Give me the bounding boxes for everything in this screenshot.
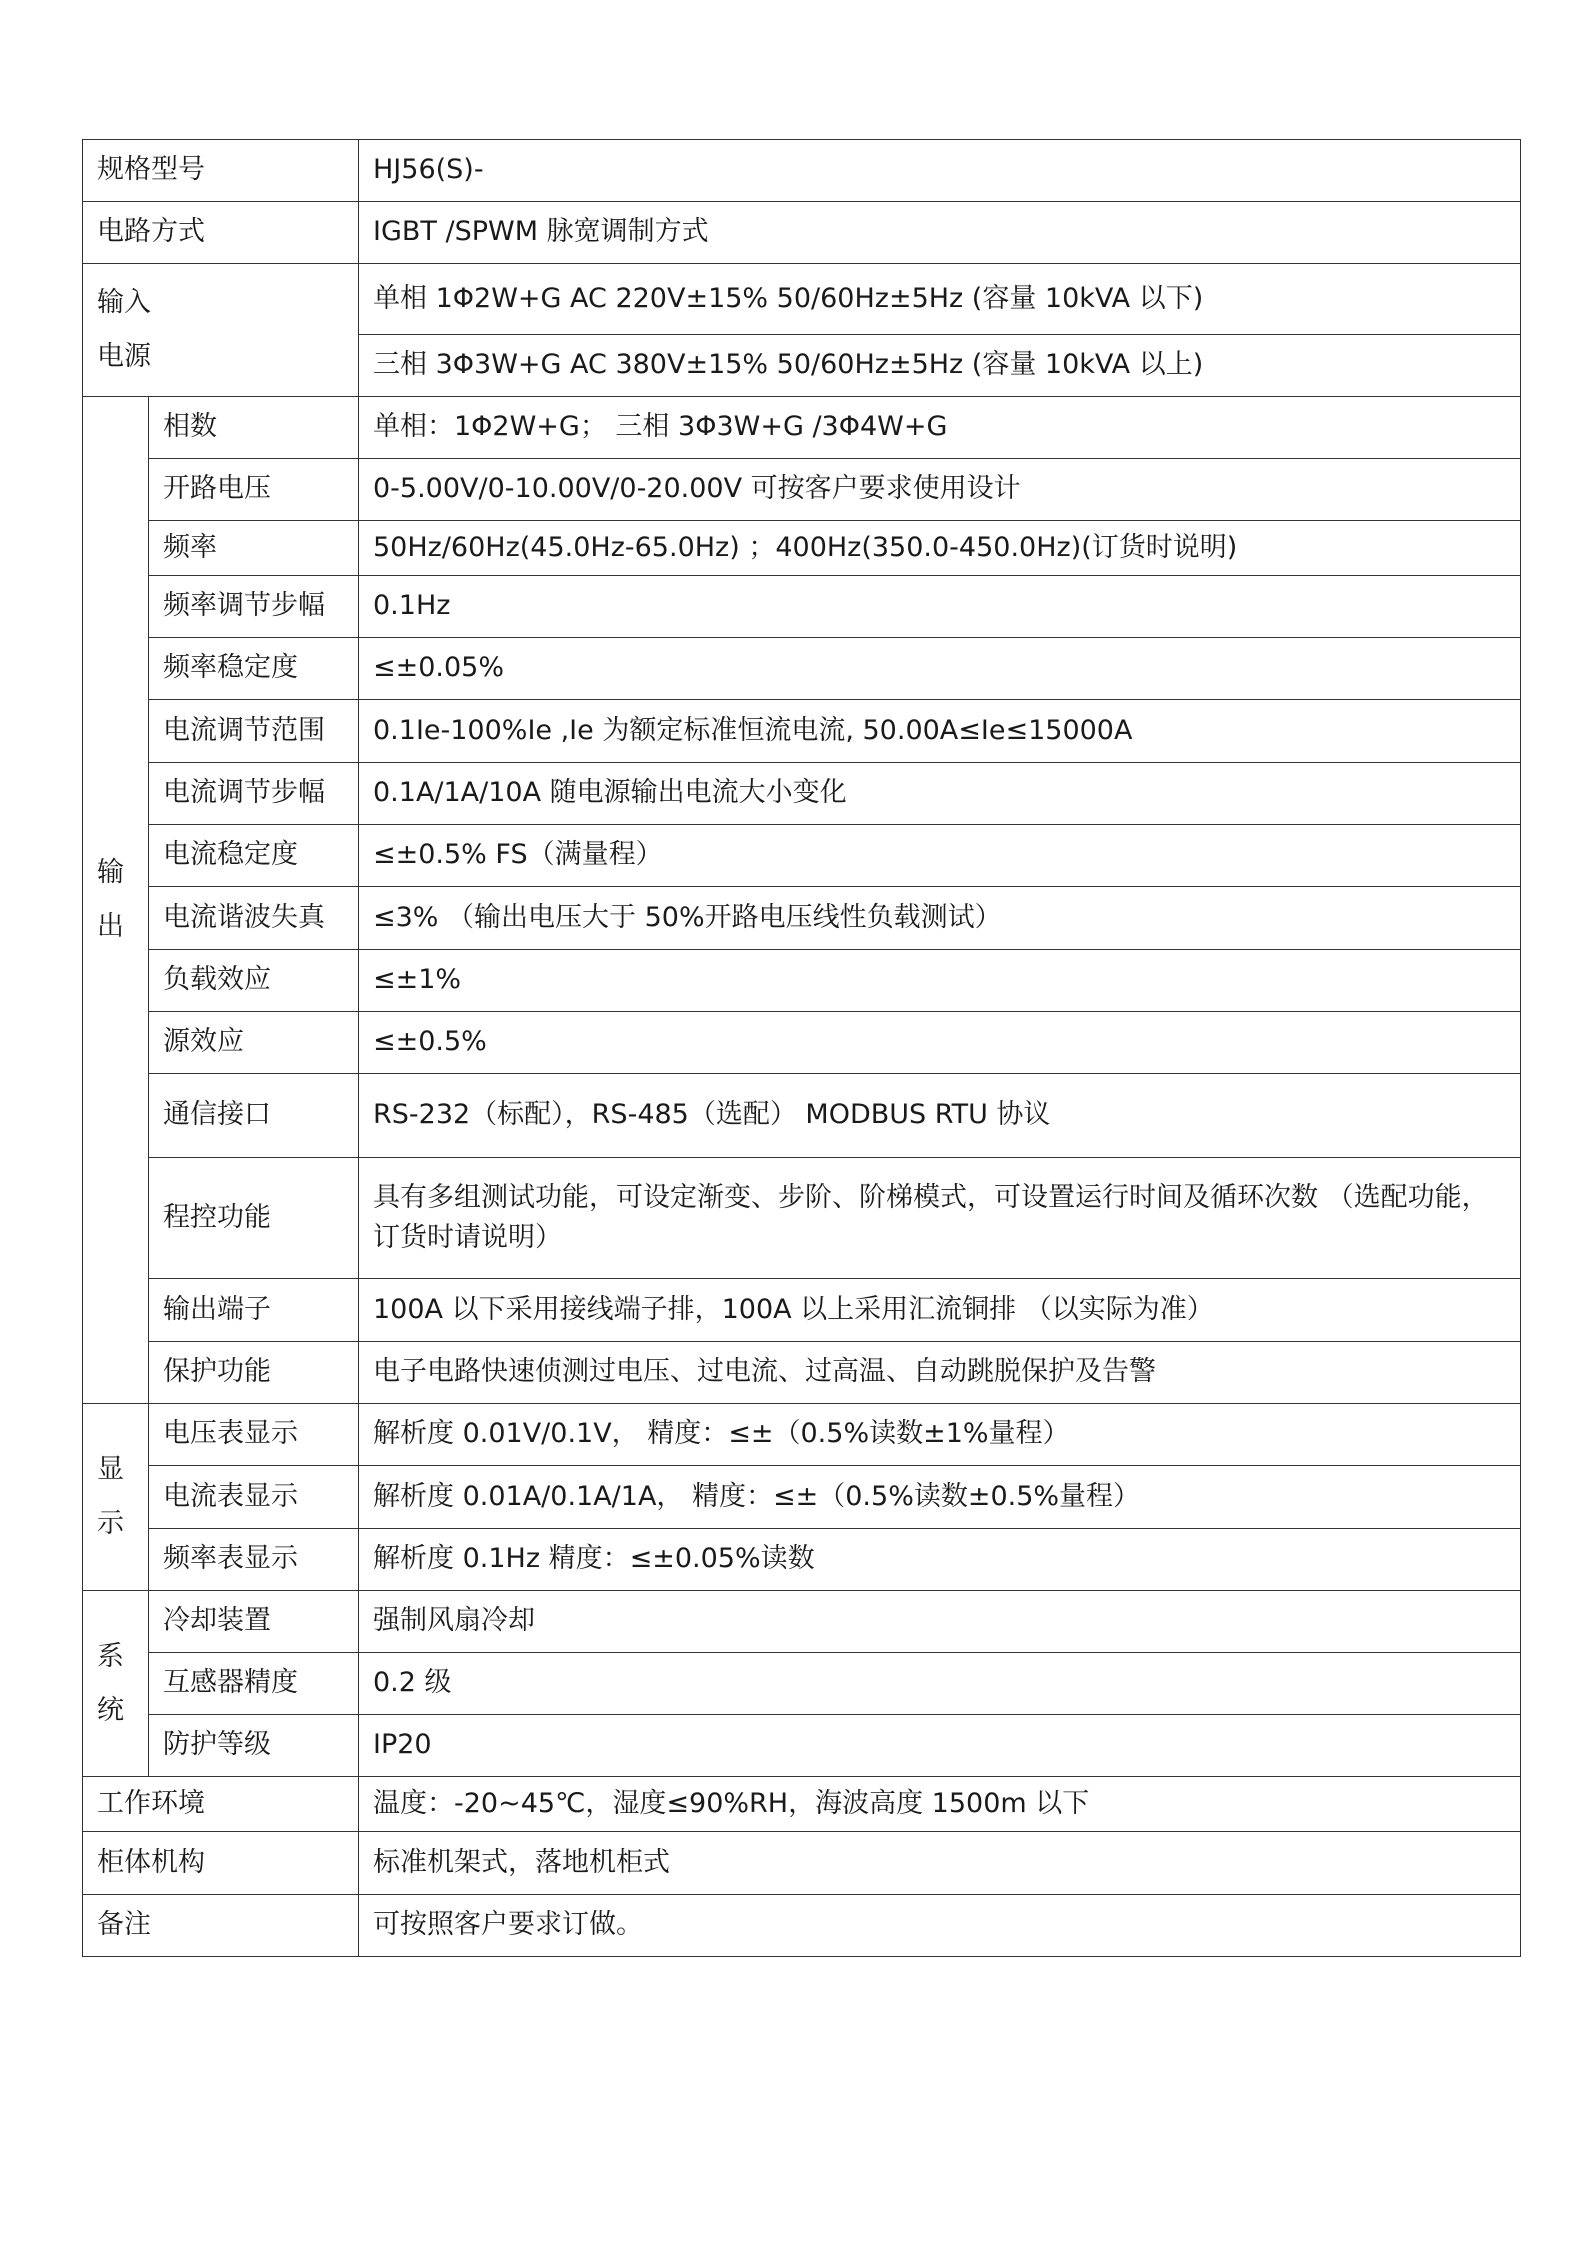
- value-output-harmonic: ≤3% （输出电压大于 50%开路电压线性负载测试）: [359, 887, 1521, 950]
- param-output-source-effect: 源效应: [149, 1012, 359, 1074]
- value-system-cooling: 强制风扇冷却: [359, 1591, 1521, 1653]
- group-output-line1: 输: [97, 857, 124, 888]
- param-output-protection: 保护功能: [149, 1342, 359, 1404]
- row-display-frequency: [83, 1529, 1521, 1591]
- group-input-line1: 输入: [97, 287, 151, 318]
- value-output-open-voltage: 0-5.00V/0-10.00V/0-20.00V 可按客户要求使用设计: [359, 459, 1521, 521]
- group-system-line2: 统: [97, 1694, 124, 1726]
- param-output-load-effect: 负载效应: [149, 950, 359, 1012]
- param-output-harmonic: 电流谐波失真: [149, 887, 359, 950]
- param-display-frequency: 频率表显示: [149, 1529, 359, 1591]
- row-output-current-range: [83, 700, 1521, 763]
- value-output-load-effect: ≤±1%: [359, 950, 1521, 1012]
- value-output-program: 具有多组测试功能，可设定渐变、步阶、阶梯模式，可设置运行时间及循环次数 （选配功能，订货时请说明）: [359, 1158, 1521, 1279]
- row-output-freq-step: [83, 576, 1521, 638]
- row-output-protection: [83, 1342, 1521, 1404]
- value-display-voltmeter: 解析度 0.01V/0.1V， 精度：≤±（0.5%读数±1%量程）: [359, 1404, 1521, 1466]
- row-output-phase: [83, 397, 1521, 459]
- label-cabinet: 柜体机构: [83, 1832, 359, 1895]
- value-input-single: 单相 1Φ2W+G AC 220V±15% 50/60Hz±5Hz (容量 10kVA 以下): [359, 264, 1521, 335]
- row-environment: [83, 1777, 1521, 1832]
- value-cabinet: 标准机架式，落地机柜式: [359, 1832, 1521, 1895]
- row-system-cooling: [83, 1591, 1521, 1653]
- value-system-ip: IP20: [359, 1715, 1521, 1777]
- param-system-transformer: 互感器精度: [149, 1653, 359, 1715]
- value-remarks: 可按照客户要求订做。: [359, 1895, 1521, 1957]
- value-output-source-effect: ≤±0.5%: [359, 1012, 1521, 1074]
- row-circuit: [83, 202, 1521, 264]
- label-circuit: 电路方式: [83, 202, 359, 264]
- row-output-program: [83, 1158, 1521, 1279]
- param-output-freq-stability: 频率稳定度: [149, 638, 359, 700]
- param-output-current-step: 电流调节步幅: [149, 763, 359, 825]
- row-output-frequency: [83, 521, 1521, 576]
- value-model: HJ56(S)-: [359, 140, 1521, 202]
- value-input-three: 三相 3Φ3W+G AC 380V±15% 50/60Hz±5Hz (容量 10kVA 以上): [359, 335, 1521, 397]
- row-output-current-step: [83, 763, 1521, 825]
- value-output-frequency: 50Hz/60Hz(45.0Hz-65.0Hz) ；400Hz(350.0-450.0Hz)(订货时说明): [359, 521, 1521, 576]
- group-system: [83, 1591, 149, 1777]
- row-output-current-stability: [83, 825, 1521, 887]
- value-output-phase: 单相：1Φ2W+G； 三相 3Φ3W+G /3Φ4W+G: [359, 397, 1521, 459]
- row-output-source-effect: [83, 1012, 1521, 1074]
- value-display-frequency: 解析度 0.1Hz 精度：≤±0.05%读数: [359, 1529, 1521, 1591]
- param-output-current-range: 电流调节范围: [149, 700, 359, 763]
- group-input: [83, 264, 359, 397]
- label-remarks: 备注: [83, 1895, 359, 1957]
- param-output-program: 程控功能: [149, 1158, 359, 1279]
- row-display-ammeter: [83, 1466, 1521, 1529]
- label-environment: 工作环境: [83, 1777, 359, 1832]
- label-model: 规格型号: [83, 140, 359, 202]
- value-display-ammeter: 解析度 0.01A/0.1A/1A， 精度：≤±（0.5%读数±0.5%量程）: [359, 1466, 1521, 1529]
- row-input-single: [83, 264, 1521, 335]
- row-output-harmonic: [83, 887, 1521, 950]
- group-display: [83, 1404, 149, 1591]
- param-system-cooling: 冷却装置: [149, 1591, 359, 1653]
- value-output-terminal: 100A 以下采用接线端子排，100A 以上采用汇流铜排 （以实际为准）: [359, 1279, 1521, 1342]
- group-display-line1: 显: [97, 1454, 124, 1485]
- param-system-ip: 防护等级: [149, 1715, 359, 1777]
- row-cabinet: [83, 1832, 1521, 1895]
- param-output-comm: 通信接口: [149, 1074, 359, 1158]
- param-output-frequency: 频率: [149, 521, 359, 576]
- value-circuit: IGBT /SPWM 脉宽调制方式: [359, 202, 1521, 264]
- row-model: [83, 140, 1521, 202]
- group-system-line1: 系: [97, 1640, 124, 1672]
- param-output-open-voltage: 开路电压: [149, 459, 359, 521]
- row-output-open-voltage: [83, 459, 1521, 521]
- row-output-comm: [83, 1074, 1521, 1158]
- value-environment: 温度：-20~45℃，湿度≤90%RH，海波高度 1500m 以下: [359, 1777, 1521, 1832]
- param-output-terminal: 输出端子: [149, 1279, 359, 1342]
- param-output-freq-step: 频率调节步幅: [149, 576, 359, 638]
- row-remarks: [83, 1895, 1521, 1957]
- value-output-current-step: 0.1A/1A/10A 随电源输出电流大小变化: [359, 763, 1521, 825]
- param-display-ammeter: 电流表显示: [149, 1466, 359, 1529]
- row-output-freq-stability: [83, 638, 1521, 700]
- group-output: [83, 397, 149, 1404]
- group-display-line2: 示: [97, 1508, 124, 1539]
- value-output-protection: 电子电路快速侦测过电压、过电流、过高温、自动跳脱保护及告警: [359, 1342, 1521, 1404]
- value-output-current-range: 0.1Ie-100%Ie ,Ie 为额定标准恒流电流, 50.00A≤Ie≤15000A: [359, 700, 1521, 763]
- value-system-transformer: 0.2 级: [359, 1653, 1521, 1715]
- row-output-load-effect: [83, 950, 1521, 1012]
- spec-table: [82, 139, 1521, 1957]
- row-system-ip: [83, 1715, 1521, 1777]
- param-display-voltmeter: 电压表显示: [149, 1404, 359, 1466]
- param-output-current-stability: 电流稳定度: [149, 825, 359, 887]
- group-output-line2: 出: [97, 911, 124, 942]
- group-input-line2: 电源: [97, 341, 151, 372]
- row-output-terminal: [83, 1279, 1521, 1342]
- row-display-voltmeter: [83, 1404, 1521, 1466]
- value-output-current-stability: ≤±0.5% FS（满量程）: [359, 825, 1521, 887]
- value-output-comm: RS-232（标配），RS-485（选配） MODBUS RTU 协议: [359, 1074, 1521, 1158]
- value-output-freq-stability: ≤±0.05%: [359, 638, 1521, 700]
- param-output-phase: 相数: [149, 397, 359, 459]
- row-system-transformer: [83, 1653, 1521, 1715]
- value-output-freq-step: 0.1Hz: [359, 576, 1521, 638]
